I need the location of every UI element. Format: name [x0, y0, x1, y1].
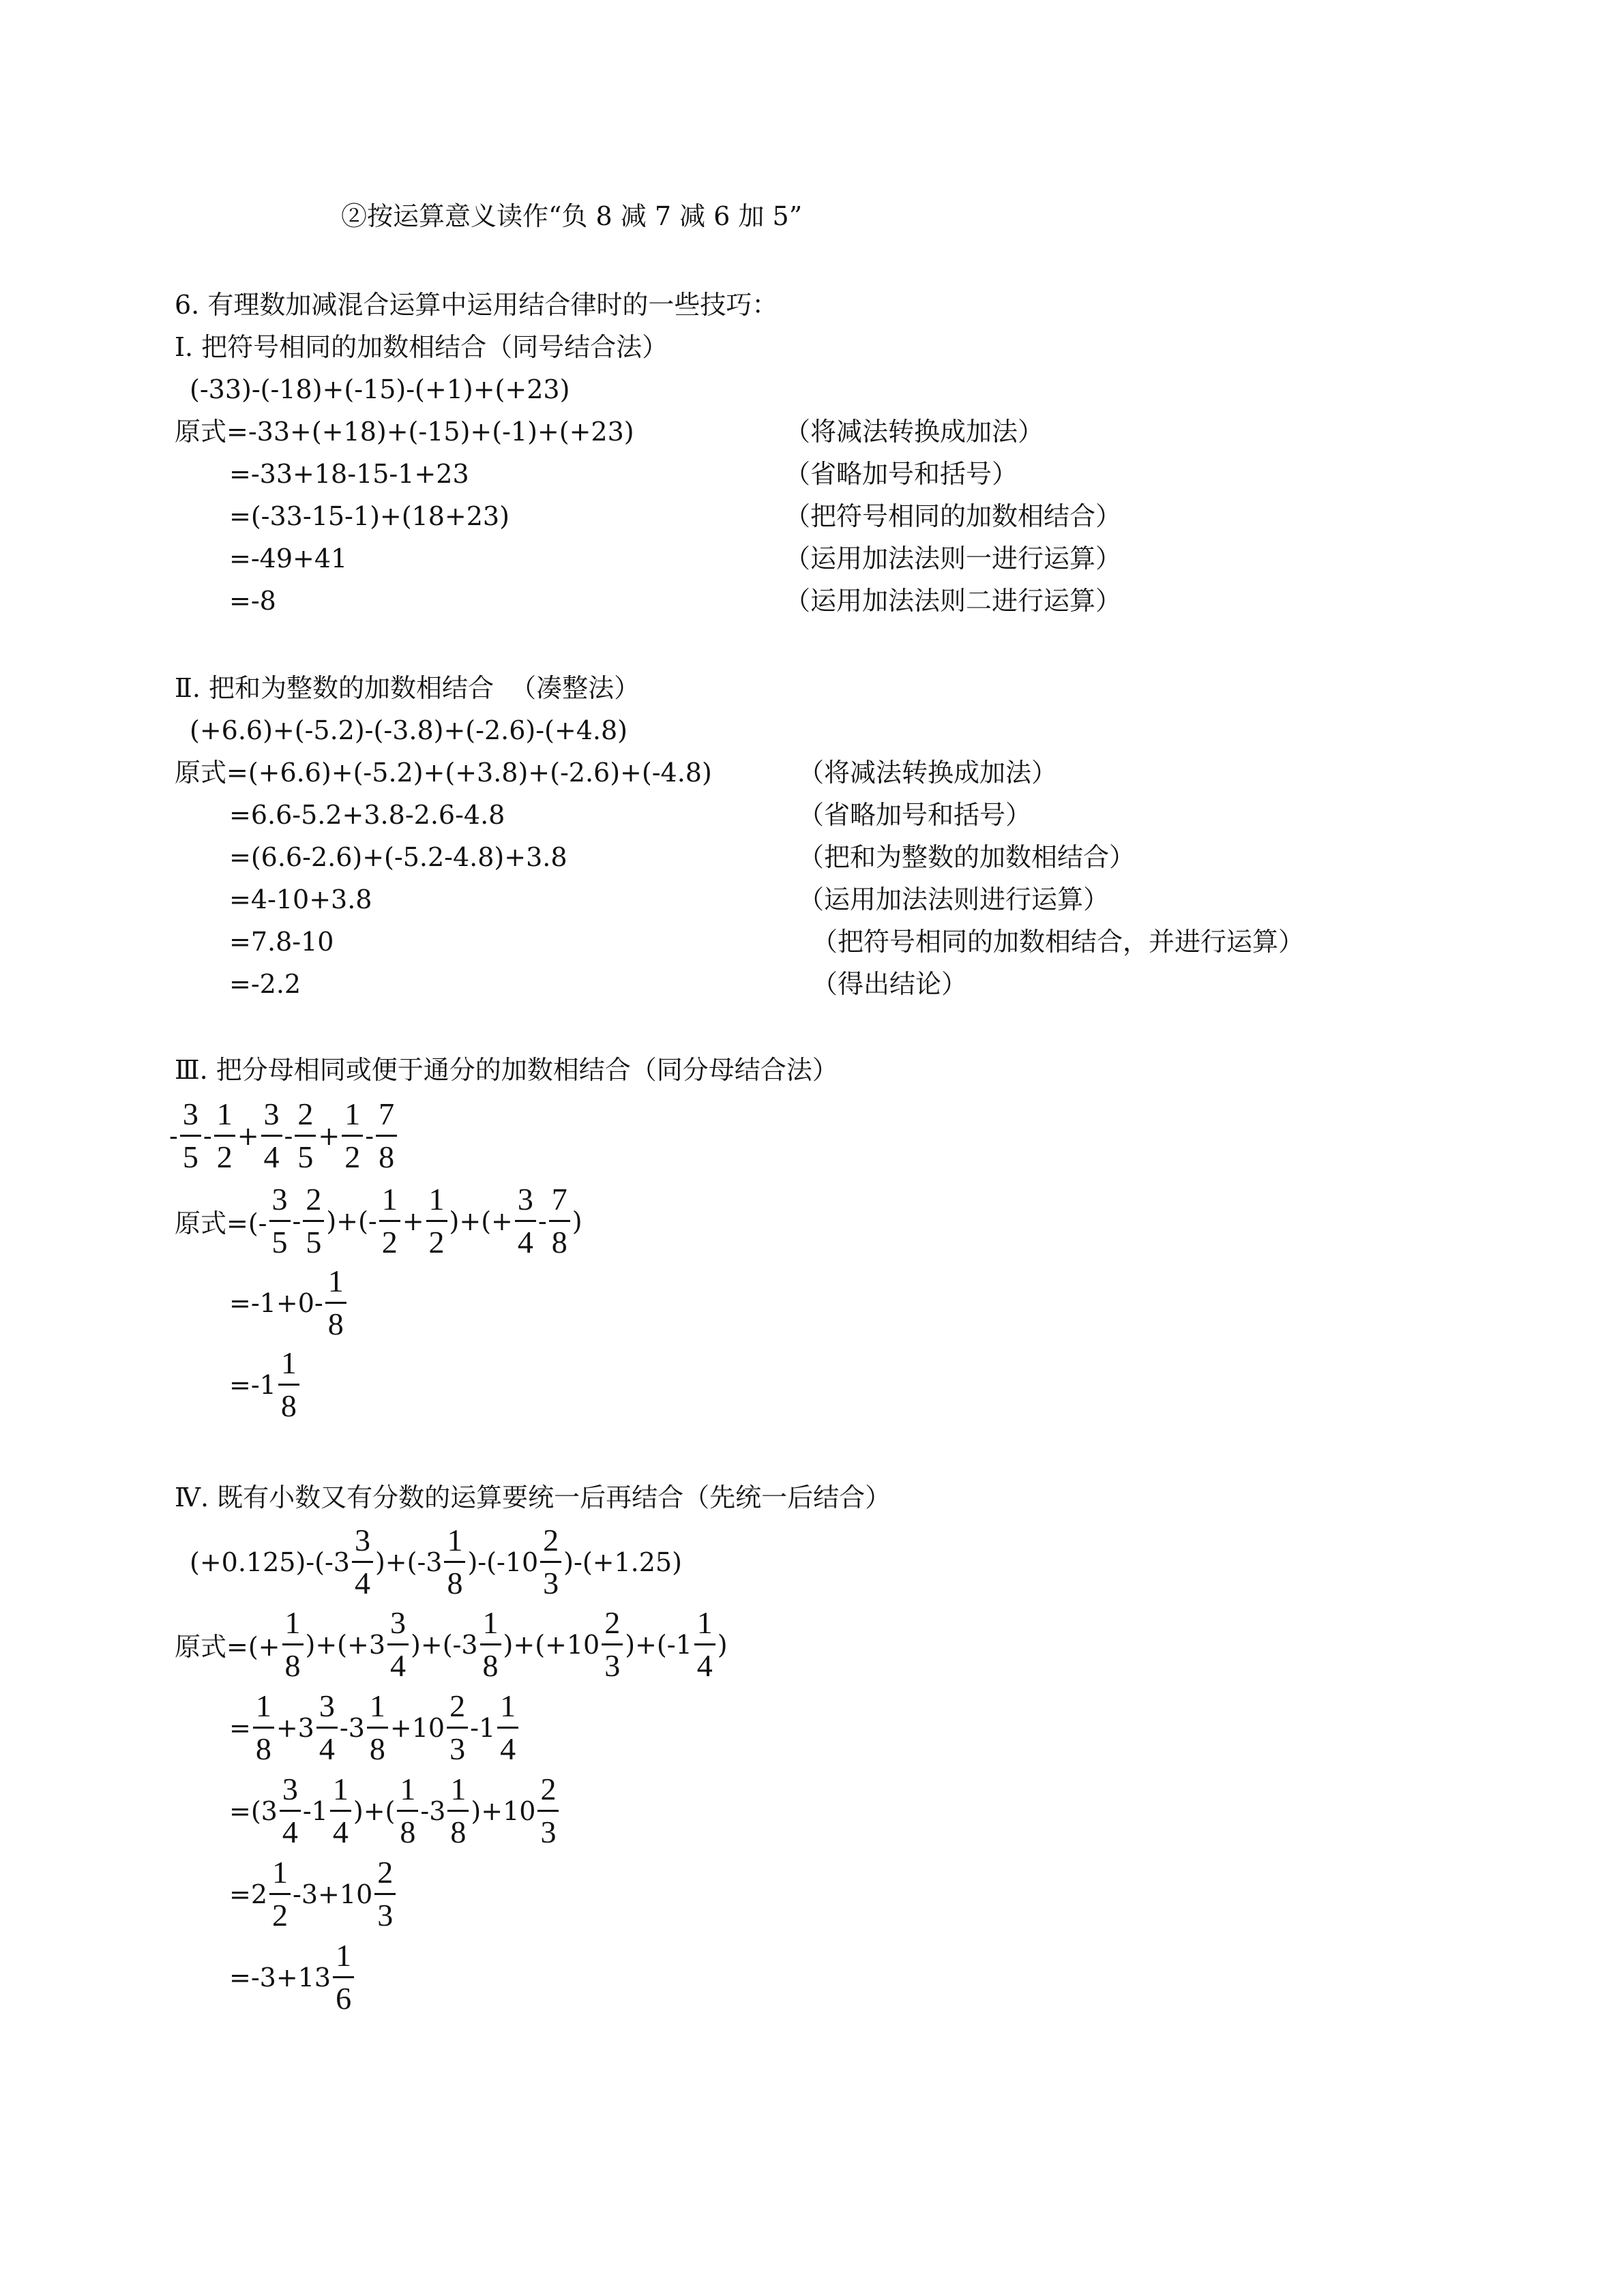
- math-text: )+(-1: [625, 1629, 692, 1660]
- part2-step-expr: =4-10+3.8: [229, 884, 372, 914]
- math-text: +: [318, 1120, 340, 1151]
- fraction-numerator: 1: [253, 1690, 274, 1729]
- fraction-numerator: 7: [549, 1183, 570, 1222]
- fraction-denominator: 2: [381, 1225, 398, 1260]
- fraction-numerator: 1: [444, 1524, 465, 1563]
- fraction-denominator: 3: [543, 1566, 559, 1601]
- part2-heading: Ⅱ. 把和为整数的加数相结合 （凑整法）: [175, 673, 640, 703]
- part1-step-expr: =-8: [229, 586, 276, 616]
- fraction-numerator: 1: [325, 1265, 346, 1304]
- fraction-denominator: 8: [255, 1731, 271, 1767]
- fraction-denominator: 8: [482, 1648, 499, 1684]
- math-text: )+(-: [326, 1206, 377, 1236]
- fraction-denominator: 8: [284, 1648, 301, 1684]
- math-text: -1: [302, 1795, 328, 1826]
- part2-step-note: （得出结论）: [812, 969, 968, 999]
- part2-step-note: （省略加号和括号）: [798, 800, 1032, 830]
- fraction-numerator: 3: [352, 1524, 373, 1563]
- fraction-denominator: 8: [551, 1225, 567, 1260]
- fraction: [387, 1607, 409, 1683]
- fraction-denominator: 4: [282, 1815, 298, 1850]
- fraction-denominator: 4: [500, 1731, 516, 1767]
- fraction-numerator: 1: [214, 1098, 235, 1137]
- fraction-denominator: 8: [327, 1307, 344, 1342]
- math-text: )+(+3: [305, 1629, 386, 1660]
- part1-expression: (-33)-(-18)+(-15)-(+1)+(+23): [190, 374, 570, 404]
- fraction-denominator: 4: [332, 1815, 349, 1850]
- part4-expression: [190, 1524, 682, 1600]
- fraction-numerator: 1: [367, 1690, 388, 1729]
- math-text: +: [402, 1206, 424, 1236]
- math-text: =(3: [229, 1795, 278, 1826]
- fraction-denominator: 8: [400, 1815, 416, 1850]
- fraction-denominator: 6: [336, 1981, 352, 2016]
- part1-step-expr: =(-33-15-1)+(18+23): [229, 501, 510, 531]
- fraction: [602, 1607, 623, 1683]
- part4-heading: Ⅳ. 既有小数又有分数的运算要统一后再结合（先统一后结合）: [175, 1482, 891, 1512]
- fraction-numerator: 1: [447, 1773, 469, 1812]
- fraction-denominator: 5: [182, 1139, 198, 1175]
- fraction: [540, 1524, 561, 1600]
- part3-step-1: [175, 1183, 582, 1259]
- part1-step-note: （将减法转换成加法）: [784, 417, 1044, 447]
- fraction-numerator: 3: [280, 1773, 301, 1812]
- fraction-numerator: 3: [261, 1098, 282, 1137]
- math-text: -: [169, 1120, 178, 1151]
- fraction: [342, 1098, 363, 1174]
- math-text: 原式=(-: [175, 1208, 267, 1239]
- fraction: [537, 1773, 559, 1849]
- fraction: [282, 1607, 304, 1683]
- fraction-denominator: 5: [297, 1139, 314, 1175]
- fraction: [316, 1690, 338, 1766]
- part1-heading: Ⅰ. 把符号相同的加数相结合（同号结合法）: [175, 332, 668, 362]
- math-text: )+(: [353, 1795, 396, 1826]
- fraction-numerator: 2: [602, 1607, 623, 1645]
- fraction: [295, 1098, 316, 1174]
- math-text: -3: [339, 1712, 365, 1743]
- fraction: [447, 1690, 468, 1766]
- fraction-numerator: 2: [303, 1183, 324, 1222]
- part1-step-expr: 原式=-33+(+18)+(-15)+(-1)+(+23): [175, 417, 634, 447]
- fraction-denominator: 8: [379, 1139, 395, 1175]
- fraction: [303, 1183, 324, 1259]
- fraction-numerator: 1: [480, 1607, 501, 1645]
- part1-step-note: （把符号相同的加数相结合）: [784, 501, 1122, 531]
- fraction: [497, 1690, 518, 1766]
- math-text: 原式=(+: [175, 1632, 280, 1663]
- math-text: )+(-3: [411, 1629, 478, 1660]
- fraction-numerator: 1: [426, 1183, 447, 1222]
- fraction: [325, 1265, 346, 1341]
- fraction-denominator: 3: [449, 1731, 466, 1767]
- math-text: =-1: [229, 1369, 276, 1400]
- fraction-denominator: 3: [604, 1648, 621, 1684]
- fraction: [367, 1690, 388, 1766]
- fraction: [694, 1607, 715, 1683]
- fraction-denominator: 4: [319, 1731, 335, 1767]
- part3-step-2: [229, 1265, 349, 1341]
- fraction-numerator: 1: [694, 1607, 715, 1645]
- part4-step-1: [175, 1607, 728, 1683]
- math-text: -1: [470, 1712, 496, 1743]
- intro-line: ②按运算意义读作“负 8 减 7 减 6 加 5”: [341, 201, 803, 231]
- fraction-numerator: 7: [376, 1098, 397, 1137]
- part2-step-expr: =6.6-5.2+3.8-2.6-4.8: [229, 800, 505, 830]
- fraction-numerator: 1: [497, 1690, 518, 1729]
- fraction: [397, 1773, 418, 1849]
- fraction-denominator: 5: [271, 1225, 288, 1260]
- part2-step-note: （将减法转换成加法）: [798, 758, 1058, 788]
- math-text: -: [203, 1120, 212, 1151]
- fraction-denominator: 4: [354, 1566, 370, 1601]
- fraction-denominator: 2: [272, 1898, 289, 1933]
- fraction-numerator: 1: [342, 1098, 363, 1137]
- math-text: =: [229, 1712, 251, 1743]
- fraction-numerator: 1: [278, 1347, 299, 1386]
- fraction-numerator: 2: [537, 1773, 559, 1812]
- fraction-numerator: 1: [330, 1773, 351, 1812]
- fraction-numerator: 2: [447, 1690, 468, 1729]
- part3-expression: [169, 1098, 399, 1174]
- fraction-numerator: 1: [282, 1607, 304, 1645]
- part1-step-note: （运用加法法则一进行运算）: [784, 543, 1122, 573]
- part1-step-note: （运用加法法则二进行运算）: [784, 586, 1122, 616]
- fraction: [278, 1347, 299, 1423]
- fraction: [214, 1098, 235, 1174]
- fraction: [352, 1524, 373, 1600]
- math-text: -: [284, 1120, 293, 1151]
- part2-step-expr: =-2.2: [229, 969, 301, 999]
- fraction-denominator: 3: [377, 1898, 394, 1933]
- fraction-denominator: 5: [306, 1225, 322, 1260]
- fraction-numerator: 3: [269, 1183, 291, 1222]
- math-text: =-1+0-: [229, 1287, 323, 1318]
- part1-step-note: （省略加号和括号）: [784, 459, 1018, 489]
- math-text: )+(-3: [374, 1547, 443, 1577]
- fraction-denominator: 8: [447, 1566, 463, 1601]
- math-text: -3+10: [293, 1879, 373, 1909]
- fraction: [269, 1856, 291, 1933]
- math-text: )-(+1.25): [563, 1547, 682, 1577]
- fraction-numerator: 2: [540, 1524, 561, 1563]
- part4-step-4: [229, 1856, 398, 1933]
- math-text: )+(+: [449, 1206, 513, 1236]
- part3-step-3: [229, 1347, 301, 1423]
- fraction-numerator: 3: [515, 1183, 536, 1222]
- fraction-denominator: 4: [263, 1139, 280, 1175]
- fraction-denominator: 8: [450, 1815, 467, 1850]
- math-text: (+0.125)-(-3: [190, 1547, 350, 1577]
- fraction: [333, 1939, 354, 2016]
- fraction: [280, 1773, 301, 1849]
- part1-step-expr: =-49+41: [229, 543, 348, 573]
- fraction-numerator: 3: [180, 1098, 201, 1137]
- part2-step-expr: =(6.6-2.6)+(-5.2-4.8)+3.8: [229, 842, 567, 872]
- fraction: [374, 1856, 396, 1933]
- math-text: =-3+13: [229, 1962, 331, 1993]
- fraction-denominator: 4: [517, 1225, 533, 1260]
- fraction-numerator: 2: [295, 1098, 316, 1137]
- fraction-numerator: 2: [374, 1856, 396, 1895]
- fraction-denominator: 2: [344, 1139, 361, 1175]
- fraction-numerator: 3: [316, 1690, 338, 1729]
- fraction-denominator: 4: [390, 1648, 407, 1684]
- part4-step-3: [229, 1773, 561, 1849]
- part3-heading: Ⅲ. 把分母相同或便于通分的加数相结合（同分母结合法）: [175, 1055, 838, 1085]
- math-text: ): [572, 1206, 582, 1236]
- math-text: ): [717, 1629, 728, 1660]
- part2-step-expr: =7.8-10: [229, 927, 334, 957]
- fraction: [376, 1098, 397, 1174]
- fraction: [253, 1690, 274, 1766]
- math-text: -: [292, 1206, 301, 1236]
- fraction: [269, 1183, 291, 1259]
- fraction-denominator: 2: [216, 1139, 233, 1175]
- fraction: [549, 1183, 570, 1259]
- part2-expression: (+6.6)+(-5.2)-(-3.8)+(-2.6)-(+4.8): [190, 715, 628, 745]
- section-title: 6. 有理数加减混合运算中运用结合律时的一些技巧：: [175, 290, 778, 320]
- fraction: [379, 1183, 400, 1259]
- fraction: [426, 1183, 447, 1259]
- fraction-denominator: 8: [369, 1731, 385, 1767]
- fraction-numerator: 1: [333, 1939, 354, 1978]
- fraction: [330, 1773, 351, 1849]
- math-text: -3: [420, 1795, 446, 1826]
- math-text: +3: [276, 1712, 314, 1743]
- fraction: [515, 1183, 536, 1259]
- math-text: =2: [229, 1879, 268, 1909]
- part1-step-expr: =-33+18-15-1+23: [229, 459, 469, 489]
- part2-step-note: （运用加法法则进行运算）: [798, 884, 1110, 914]
- fraction-denominator: 8: [280, 1388, 297, 1424]
- fraction-numerator: 1: [397, 1773, 418, 1812]
- fraction: [480, 1607, 501, 1683]
- fraction-denominator: 4: [696, 1648, 713, 1684]
- math-text: -: [365, 1120, 374, 1151]
- part4-step-5: [229, 1939, 356, 2016]
- fraction: [261, 1098, 282, 1174]
- math-text: +10: [389, 1712, 445, 1743]
- fraction: [180, 1098, 201, 1174]
- fraction-numerator: 1: [379, 1183, 400, 1222]
- fraction-numerator: 3: [387, 1607, 409, 1645]
- part2-step-note: （把和为整数的加数相结合）: [798, 842, 1136, 872]
- fraction: [447, 1773, 469, 1849]
- math-text: )-(-10: [467, 1547, 539, 1577]
- fraction: [444, 1524, 465, 1600]
- fraction-numerator: 1: [269, 1856, 291, 1895]
- math-text: )+(+10: [503, 1629, 600, 1660]
- math-text: +: [237, 1120, 259, 1151]
- part2-step-expr: 原式=(+6.6)+(-5.2)+(+3.8)+(-2.6)+(-4.8): [175, 758, 712, 788]
- fraction-denominator: 3: [540, 1815, 557, 1850]
- math-text: -: [537, 1206, 547, 1236]
- fraction-denominator: 2: [428, 1225, 445, 1260]
- part4-step-2: [229, 1690, 520, 1766]
- math-text: )+10: [471, 1795, 536, 1826]
- part2-step-note: （把符号相同的加数相结合，并进行运算）: [812, 927, 1305, 957]
